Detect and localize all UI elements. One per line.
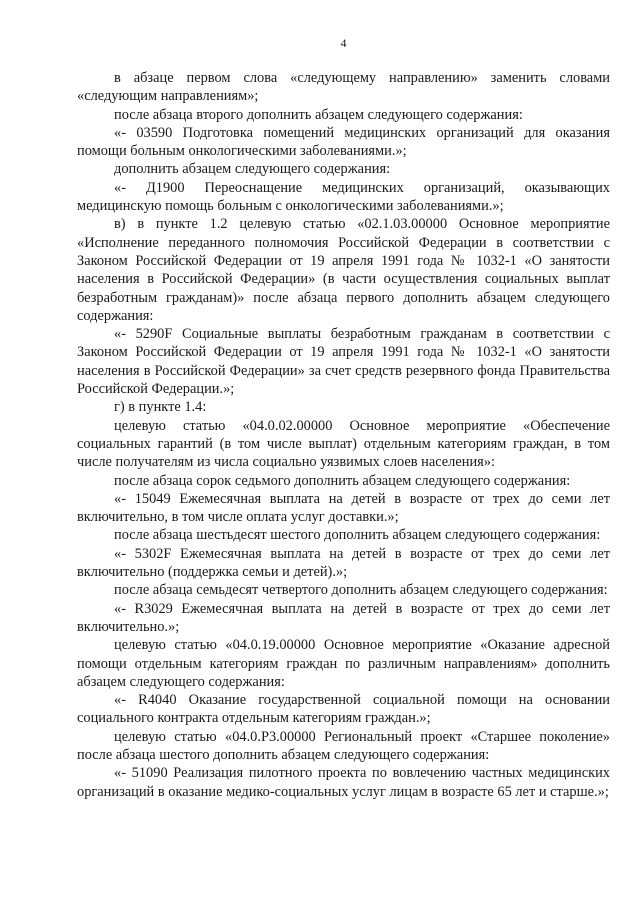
paragraph: в абзаце первом слова «следующему направлению» заменить словами «следующим направлениям»; [77, 70, 610, 105]
paragraph: целевую статью «04.0.Р3.00000 Региональный проект «Старшее поколение» после абзаца шестого дополнить абзацем следующего содержания: [77, 728, 610, 763]
paragraph: целевую статью «04.0.02.00000 Основное мероприятие «Обеспечение социальных гарантий (в том числе выплат) отдельным категориям граждан, в том числе получателям из числа социально уязвимых слоев населения»: [77, 417, 610, 471]
paragraph: после абзаца шестьдесят шестого дополнить абзацем следующего содержания: [114, 527, 601, 544]
paragraph: «- 5290F Социальные выплаты безработным гражданам в соответствии с Законом Российской Федерации от 19 апреля 1991 года № 1032-1 «О занятости населения в Российской Федерации» за счет средств резервного фонда Правительства Российской Федерации.»; [77, 326, 610, 398]
paragraph: «- R3029 Ежемесячная выплата на детей в возрасте от трех до семи лет включительно.»; [77, 600, 610, 635]
paragraph: «- 5302F Ежемесячная выплата на детей в возрасте от трех до семи лет включительно (поддержка семьи и детей).»; [77, 545, 610, 581]
paragraph: «- 15049 Ежемесячная выплата на детей в возрасте от трех до семи лет включительно, в том числе оплата услуг доставки.»; [77, 490, 610, 526]
document-body [77, 69, 610, 801]
paragraph: «- 51090 Реализация пилотного проекта по вовлечению частных медицинских организаций в оказание медико-социальных услуг лицам в возрасте 65 лет и старше.»; [77, 765, 610, 800]
paragraph: после абзаца сорок седьмого дополнить абзацем следующего содержания: [114, 472, 571, 489]
paragraph: целевую статью «04.0.19.00000 Основное мероприятие «Оказание адресной помощи отдельным категориям граждан по различным направлениям» дополнить абзацем следующего содержания: [77, 637, 610, 690]
paragraph: дополнить абзацем следующего содержания: [114, 161, 391, 178]
paragraph: г) в пункте 1.4: [114, 399, 207, 416]
paragraph: «- R4040 Оказание государственной социальной помощи на основании социального контракта отдельным категориям граждан.»; [77, 692, 610, 727]
paragraph: после абзаца семьдесят четвертого дополнить абзацем следующего содержания: [114, 582, 608, 599]
paragraph: в) в пункте 1.2 целевую статью «02.1.03.00000 Основное мероприятие «Исполнение переданного полномочия Российской Федерации в соответствии с Законом Российской Федерации от 19 апреля 1991 года № 1032-1 «О занятости населения в Российской Федерации» (в части осуществления социальных выплат безработным гражданам)» после абзаца первого дополнить абзацем следующего содержания: [77, 216, 610, 324]
document-page [77, 0, 610, 905]
paragraph: «- 03590 Подготовка помещений медицинских организаций для оказания помощи больным онкологическими заболеваниями.»; [77, 124, 610, 160]
paragraph: «- Д1900 Переоснащение медицинских организаций, оказывающих медицинскую помощь больным с онкологическими заболеваниями.»; [77, 179, 610, 215]
page-number: 4 [340, 36, 347, 50]
paragraph: после абзаца второго дополнить абзацем следующего содержания: [114, 106, 523, 123]
